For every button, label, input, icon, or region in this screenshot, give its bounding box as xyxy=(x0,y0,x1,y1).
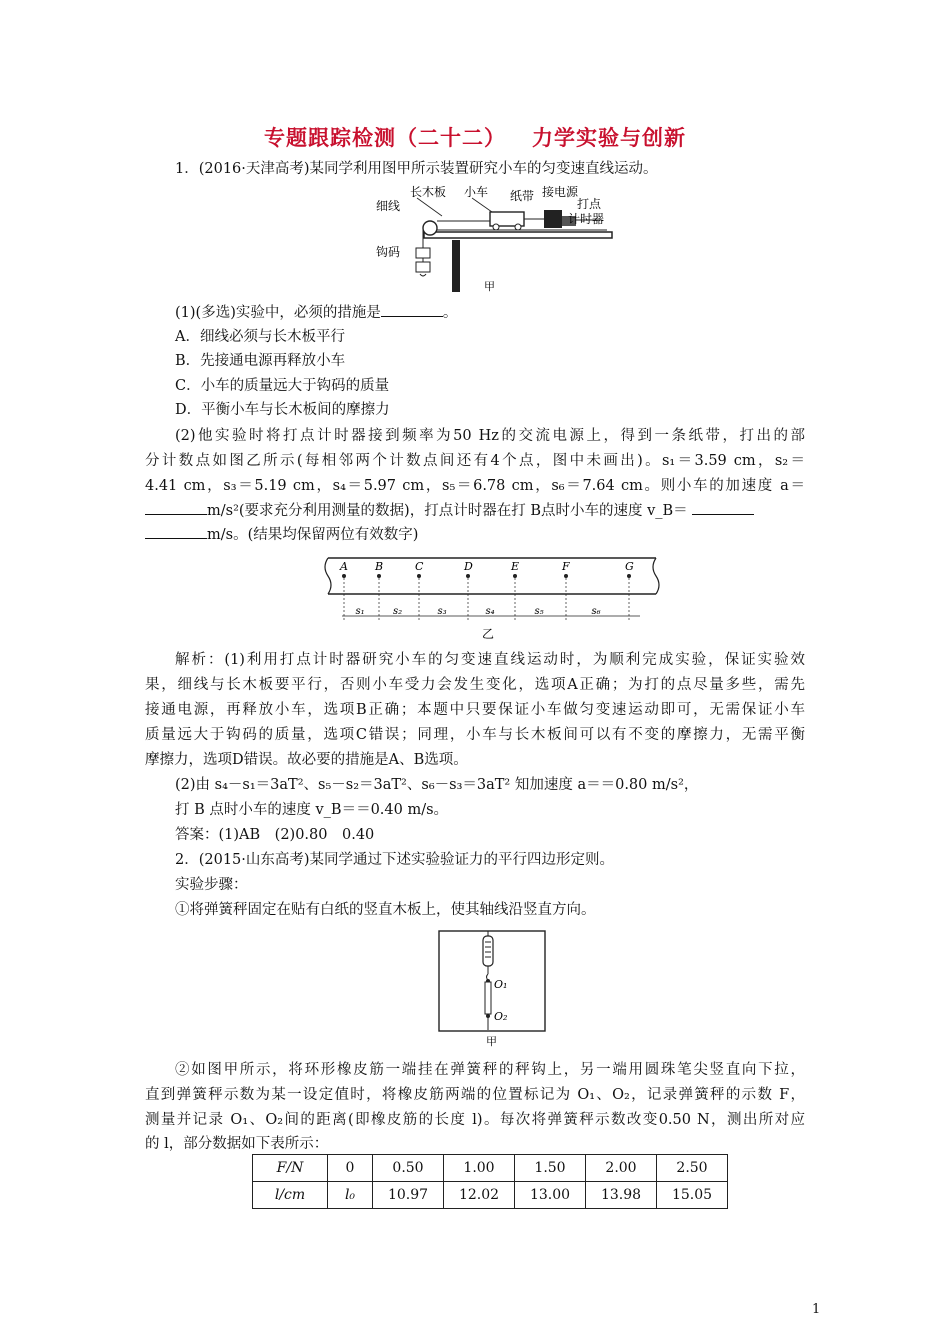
answer-blank-4[interactable] xyxy=(145,524,207,539)
fig1-label-timer1: 打点 xyxy=(577,197,602,211)
label-o1: O₁ xyxy=(494,978,508,991)
q1-part1: (1)(多选)实验中，必须的措施是 。 xyxy=(175,302,805,323)
tape-point-label: E xyxy=(511,560,520,573)
analysis-line-4: 质量远大于钩码的质量，选项C错误；同理，小车与长木板间可以有不变的摩擦力，无需平衡 xyxy=(145,727,805,743)
page-title: 专题跟踪检测（二十二） 力学实验与创新 xyxy=(264,126,686,150)
q2-step2-line3: 测量并记录 O₁、O₂间的距离(即橡皮筋的长度 l)。每次将弹簧秤示数改变0.50 N，测出所对应 xyxy=(145,1112,805,1128)
paper-tape-figure xyxy=(322,552,662,642)
tape-point-label: A xyxy=(340,560,348,573)
tape-point xyxy=(564,574,568,578)
q1-part2-line1: (2)他实验时将打点计时器接到频率为50 Hz的交流电源上，得到一条纸带，打出的部 xyxy=(175,428,805,444)
table-cell: 1.00 xyxy=(444,1155,515,1182)
q1-part2-line4: m/s²(要求充分利用测量的数据)，打点计时器在打 B点时小车的速度 v_B＝ xyxy=(145,500,805,521)
tape-segment-label: s₅ xyxy=(534,606,544,617)
fig1-label-car: 小车 xyxy=(464,185,489,199)
spring-scale-figure xyxy=(438,930,546,1048)
fig1-label-weight: 钩码 xyxy=(376,245,401,259)
fig1-label-power: 接电源 xyxy=(542,185,579,199)
label-o2: O₂ xyxy=(494,1010,508,1023)
tape-point-label: D xyxy=(464,560,473,573)
fig1-label-tape: 纸带 xyxy=(510,189,535,203)
tape-segment-label: s₁ xyxy=(355,606,365,617)
tape-point xyxy=(513,574,517,578)
data-table xyxy=(252,1154,728,1209)
tape-segment-label: s₆ xyxy=(591,606,601,617)
tape-segment-label: s₃ xyxy=(437,606,447,617)
table-cell: 13.98 xyxy=(586,1182,657,1209)
table-cell: 2.00 xyxy=(586,1155,657,1182)
table-row xyxy=(253,1155,728,1182)
answer-blank-3[interactable] xyxy=(692,500,754,515)
q1-part2-line5: m/s。(结果均保留两位有效数字) xyxy=(145,524,805,545)
option-a: A．细线必须与长木板平行 xyxy=(175,329,345,345)
fig1-label-string: 细线 xyxy=(376,199,401,213)
table-row xyxy=(253,1182,728,1209)
answer-blank-1[interactable] xyxy=(381,302,443,317)
tape-point xyxy=(466,574,470,578)
q1-stem: 1．(2016·天津高考)某同学利用图甲所示装置研究小车的匀变速直线运动。 xyxy=(175,161,658,177)
q1-answer: 答案：(1)AB (2)0.80 0.40 xyxy=(175,827,375,843)
tape-point xyxy=(342,574,346,578)
table-cell: 15.05 xyxy=(657,1182,728,1209)
table-cell: 12.02 xyxy=(444,1182,515,1209)
fig3-caption: 甲 xyxy=(486,1035,497,1048)
analysis-line-2: 果，细线与长木板要平行，否则小车受力会发生变化，选项A正确；为打的点尽量多些，需先 xyxy=(145,677,805,693)
q2-steps-label: 实验步骤： xyxy=(175,877,248,893)
tape-point xyxy=(417,574,421,578)
tape-segment-label: s₂ xyxy=(393,606,403,617)
analysis-line-5: 摩擦力，选项D错误。故必要的措施是A、B选项。 xyxy=(145,752,468,768)
fig1-label-board: 长木板 xyxy=(410,185,447,199)
analysis-line-6: (2)由 s₄－s₁＝3aT²、s₅－s₂＝3aT²、s₆－s₃＝3aT² 知加速度 a＝＝0.80 m/s²， xyxy=(175,777,699,793)
table-cell: 13.00 xyxy=(515,1182,586,1209)
q1-part2-line2: 分计数点如图乙所示(每相邻两个计数点间还有4个点，图中未画出)。s₁＝3.59 cm，s₂＝ xyxy=(145,453,805,469)
fig1-label-timer2: 计时器 xyxy=(568,212,605,226)
page-number: 1 xyxy=(812,1302,821,1317)
tape-segment-label: s₄ xyxy=(485,606,495,617)
q2-step1: ①将弹簧秤固定在贴有白纸的竖直木板上，使其轴线沿竖直方向。 xyxy=(175,902,596,918)
tape-point-label: B xyxy=(375,560,384,573)
fig2-caption: 乙 xyxy=(482,627,495,641)
q2-stem: 2．(2015·山东高考)某同学通过下述实验验证力的平行四边形定则。 xyxy=(175,852,615,868)
option-d: D．平衡小车与长木板间的摩擦力 xyxy=(175,402,390,418)
fig1-caption: 甲 xyxy=(484,280,495,293)
table-cell: l₀ xyxy=(328,1182,373,1209)
table-cell: 1.50 xyxy=(515,1155,586,1182)
table-cell: 10.97 xyxy=(373,1182,444,1209)
table-cell: 0.50 xyxy=(373,1155,444,1182)
option-b: B．先接通电源再释放小车 xyxy=(175,353,346,369)
table-cell: l/cm xyxy=(253,1182,328,1209)
apparatus-figure xyxy=(372,182,622,294)
table-cell: F/N xyxy=(253,1155,328,1182)
q2-step2-line1: ②如图甲所示，将环形橡皮筋一端挂在弹簧秤的秤钩上，另一端用圆珠笔尖竖直向下拉， xyxy=(175,1062,805,1078)
analysis-line-7: 打 B 点时小车的速度 v_B＝＝0.40 m/s。 xyxy=(175,802,449,818)
option-c: C．小车的质量远大于钩码的质量 xyxy=(175,378,390,394)
q2-step2-line4: 的 l，部分数据如下表所示： xyxy=(145,1136,329,1152)
q2-step2-line2: 直到弹簧秤示数为某一设定值时，将橡皮筋两端的位置标记为 O₁、O₂，记录弹簧秤的示数 F， xyxy=(145,1087,805,1103)
table-cell: 2.50 xyxy=(657,1155,728,1182)
tape-point-label: C xyxy=(415,560,424,573)
answer-blank-2[interactable] xyxy=(145,500,207,515)
table-cell: 0 xyxy=(328,1155,373,1182)
analysis-line-1: 解析：(1)利用打点计时器研究小车的匀变速直线运动时，为顺利完成实验，保证实验效 xyxy=(175,652,805,668)
q1-part2-line3: 4.41 cm，s₃＝5.19 cm，s₄＝5.97 cm，s₅＝6.78 cm，s₆＝7.64 cm。则小车的加速度 a＝ xyxy=(145,478,805,494)
analysis-line-3: 接通电源，再释放小车，选项B正确；本题中只要保证小车做匀变速运动即可，无需保证小车 xyxy=(145,702,805,718)
tape-point-label: G xyxy=(625,560,634,573)
tape-point xyxy=(377,574,381,578)
tape-point-label: F xyxy=(562,560,570,573)
tape-point xyxy=(627,574,631,578)
